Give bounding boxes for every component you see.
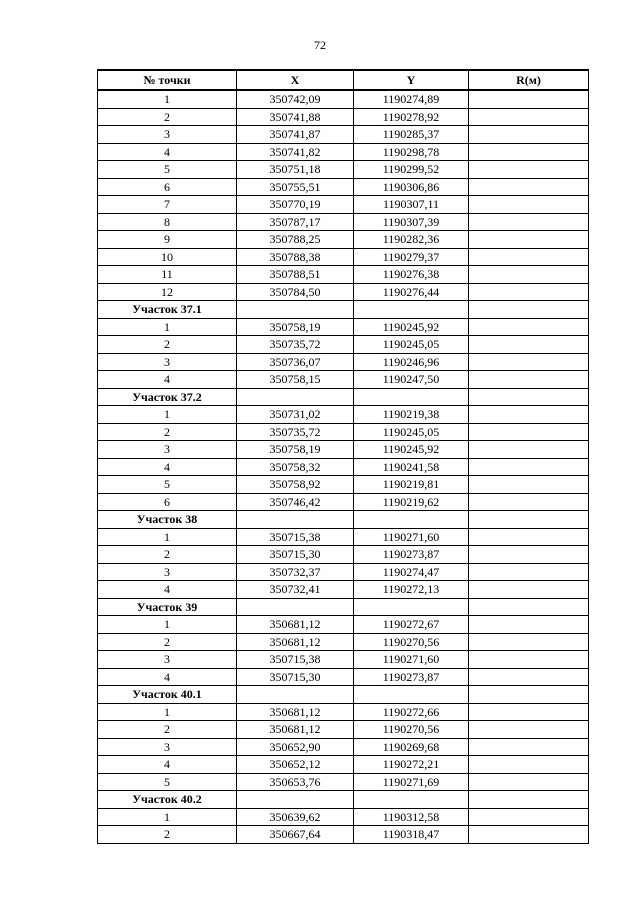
table-row (98, 213, 589, 231)
table-row (98, 108, 589, 126)
x-coordinate-cell: 350732,41 (237, 581, 354, 599)
x-coordinate-cell: 350681,12 (237, 721, 354, 739)
empty-cell (354, 791, 469, 809)
point-number-cell: 3 (98, 353, 237, 371)
radius-cell (469, 756, 589, 774)
section-row (98, 598, 589, 616)
table-row (98, 563, 589, 581)
point-number-cell: 9 (98, 231, 237, 249)
point-number-cell: 6 (98, 178, 237, 196)
x-coordinate-cell: 350715,38 (237, 651, 354, 669)
point-number-cell: 1 (98, 808, 237, 826)
table-row (98, 423, 589, 441)
radius-cell (469, 441, 589, 459)
x-coordinate-cell: 350758,32 (237, 458, 354, 476)
radius-cell (469, 546, 589, 564)
point-number-cell: 5 (98, 161, 237, 179)
point-number-cell: 4 (98, 371, 237, 389)
empty-cell (237, 791, 354, 809)
x-coordinate-cell: 350653,76 (237, 773, 354, 791)
x-coordinate-cell: 350758,92 (237, 476, 354, 494)
point-number-cell: 3 (98, 126, 237, 144)
y-coordinate-cell: 1190307,11 (354, 196, 469, 214)
x-coordinate-cell: 350758,15 (237, 371, 354, 389)
point-number-cell: 4 (98, 581, 237, 599)
radius-cell (469, 458, 589, 476)
table-row (98, 476, 589, 494)
radius-cell (469, 213, 589, 231)
table-row (98, 248, 589, 266)
y-coordinate-cell: 1190219,62 (354, 493, 469, 511)
radius-cell (469, 126, 589, 144)
table-row (98, 651, 589, 669)
table-row (98, 266, 589, 284)
x-coordinate-cell: 350715,30 (237, 668, 354, 686)
x-coordinate-cell: 350787,17 (237, 213, 354, 231)
y-coordinate-cell: 1190246,96 (354, 353, 469, 371)
radius-cell (469, 738, 589, 756)
radius-cell (469, 616, 589, 634)
table-row (98, 703, 589, 721)
point-number-cell: 2 (98, 546, 237, 564)
y-coordinate-cell: 1190273,87 (354, 668, 469, 686)
table-row (98, 318, 589, 336)
radius-cell (469, 476, 589, 494)
table-row (98, 196, 589, 214)
x-coordinate-cell: 350732,37 (237, 563, 354, 581)
y-coordinate-cell: 1190219,81 (354, 476, 469, 494)
empty-cell (237, 686, 354, 704)
y-coordinate-cell: 1190298,78 (354, 143, 469, 161)
y-coordinate-cell: 1190245,92 (354, 318, 469, 336)
radius-cell (469, 668, 589, 686)
table-row (98, 808, 589, 826)
empty-cell (237, 388, 354, 406)
x-coordinate-cell: 350758,19 (237, 318, 354, 336)
header-x: X (237, 70, 354, 90)
empty-cell (354, 301, 469, 319)
y-coordinate-cell: 1190318,47 (354, 826, 469, 844)
empty-cell (237, 598, 354, 616)
table-row (98, 178, 589, 196)
x-coordinate-cell: 350755,51 (237, 178, 354, 196)
radius-cell (469, 581, 589, 599)
section-title: Участок 40.2 (98, 791, 237, 809)
y-coordinate-cell: 1190241,58 (354, 458, 469, 476)
x-coordinate-cell: 350731,02 (237, 406, 354, 424)
section-row (98, 388, 589, 406)
header-point-number: № точки (98, 70, 237, 90)
point-number-cell: 4 (98, 143, 237, 161)
table-row (98, 721, 589, 739)
section-title: Участок 39 (98, 598, 237, 616)
x-coordinate-cell: 350652,12 (237, 756, 354, 774)
empty-cell (469, 511, 589, 529)
x-coordinate-cell: 350736,07 (237, 353, 354, 371)
point-number-cell: 4 (98, 458, 237, 476)
empty-cell (469, 686, 589, 704)
y-coordinate-cell: 1190312,58 (354, 808, 469, 826)
radius-cell (469, 406, 589, 424)
x-coordinate-cell: 350639,62 (237, 808, 354, 826)
x-coordinate-cell: 350735,72 (237, 423, 354, 441)
table-row (98, 90, 589, 108)
point-number-cell: 5 (98, 476, 237, 494)
x-coordinate-cell: 350735,72 (237, 336, 354, 354)
radius-cell (469, 371, 589, 389)
y-coordinate-cell: 1190272,13 (354, 581, 469, 599)
section-title: Участок 37.1 (98, 301, 237, 319)
section-title: Участок 37.2 (98, 388, 237, 406)
table-row (98, 231, 589, 249)
x-coordinate-cell: 350742,09 (237, 90, 354, 108)
point-number-cell: 11 (98, 266, 237, 284)
table-row (98, 826, 589, 844)
point-number-cell: 5 (98, 773, 237, 791)
table-row (98, 353, 589, 371)
x-coordinate-cell: 350746,42 (237, 493, 354, 511)
y-coordinate-cell: 1190274,47 (354, 563, 469, 581)
x-coordinate-cell: 350681,12 (237, 703, 354, 721)
y-coordinate-cell: 1190271,60 (354, 528, 469, 546)
point-number-cell: 1 (98, 406, 237, 424)
radius-cell (469, 423, 589, 441)
header-y: Y (354, 70, 469, 90)
table-row (98, 161, 589, 179)
x-coordinate-cell: 350770,19 (237, 196, 354, 214)
point-number-cell: 2 (98, 633, 237, 651)
radius-cell (469, 248, 589, 266)
x-coordinate-cell: 350788,25 (237, 231, 354, 249)
y-coordinate-cell: 1190245,92 (354, 441, 469, 459)
empty-cell (469, 791, 589, 809)
empty-cell (354, 598, 469, 616)
radius-cell (469, 773, 589, 791)
y-coordinate-cell: 1190279,37 (354, 248, 469, 266)
table-body (98, 90, 589, 843)
point-number-cell: 2 (98, 108, 237, 126)
table-row (98, 738, 589, 756)
y-coordinate-cell: 1190276,38 (354, 266, 469, 284)
table-header-row (98, 70, 589, 90)
radius-cell (469, 703, 589, 721)
point-number-cell: 3 (98, 651, 237, 669)
y-coordinate-cell: 1190270,56 (354, 633, 469, 651)
table-row (98, 336, 589, 354)
table-row (98, 616, 589, 634)
y-coordinate-cell: 1190247,50 (354, 371, 469, 389)
empty-cell (469, 598, 589, 616)
point-number-cell: 4 (98, 756, 237, 774)
y-coordinate-cell: 1190219,38 (354, 406, 469, 424)
empty-cell (354, 388, 469, 406)
table-row (98, 493, 589, 511)
header-radius: R(м) (469, 70, 589, 90)
y-coordinate-cell: 1190272,67 (354, 616, 469, 634)
point-number-cell: 2 (98, 826, 237, 844)
table-row (98, 441, 589, 459)
y-coordinate-cell: 1190273,87 (354, 546, 469, 564)
empty-cell (354, 511, 469, 529)
table-row (98, 773, 589, 791)
x-coordinate-cell: 350741,87 (237, 126, 354, 144)
x-coordinate-cell: 350681,12 (237, 616, 354, 634)
table-row (98, 143, 589, 161)
y-coordinate-cell: 1190282,36 (354, 231, 469, 249)
y-coordinate-cell: 1190278,92 (354, 108, 469, 126)
y-coordinate-cell: 1190272,66 (354, 703, 469, 721)
section-row (98, 511, 589, 529)
radius-cell (469, 826, 589, 844)
x-coordinate-cell: 350715,38 (237, 528, 354, 546)
point-number-cell: 3 (98, 563, 237, 581)
point-number-cell: 2 (98, 423, 237, 441)
radius-cell (469, 283, 589, 301)
table-row (98, 458, 589, 476)
point-number-cell: 1 (98, 318, 237, 336)
radius-cell (469, 161, 589, 179)
y-coordinate-cell: 1190285,37 (354, 126, 469, 144)
table-row (98, 756, 589, 774)
y-coordinate-cell: 1190272,21 (354, 756, 469, 774)
point-number-cell: 2 (98, 721, 237, 739)
table-row (98, 283, 589, 301)
y-coordinate-cell: 1190271,69 (354, 773, 469, 791)
radius-cell (469, 318, 589, 336)
point-number-cell: 3 (98, 441, 237, 459)
y-coordinate-cell: 1190269,68 (354, 738, 469, 756)
point-number-cell: 10 (98, 248, 237, 266)
x-coordinate-cell: 350667,64 (237, 826, 354, 844)
y-coordinate-cell: 1190245,05 (354, 423, 469, 441)
table-row (98, 406, 589, 424)
point-number-cell: 1 (98, 703, 237, 721)
radius-cell (469, 143, 589, 161)
section-title: Участок 38 (98, 511, 237, 529)
section-row (98, 791, 589, 809)
point-number-cell: 12 (98, 283, 237, 301)
table-row (98, 633, 589, 651)
radius-cell (469, 528, 589, 546)
x-coordinate-cell: 350758,19 (237, 441, 354, 459)
radius-cell (469, 633, 589, 651)
section-title: Участок 40.1 (98, 686, 237, 704)
section-row (98, 686, 589, 704)
x-coordinate-cell: 350652,90 (237, 738, 354, 756)
point-number-cell: 2 (98, 336, 237, 354)
y-coordinate-cell: 1190245,05 (354, 336, 469, 354)
coordinates-table (97, 69, 589, 844)
empty-cell (237, 511, 354, 529)
y-coordinate-cell: 1190307,39 (354, 213, 469, 231)
table-row (98, 546, 589, 564)
radius-cell (469, 493, 589, 511)
point-number-cell: 8 (98, 213, 237, 231)
point-number-cell: 4 (98, 668, 237, 686)
y-coordinate-cell: 1190299,52 (354, 161, 469, 179)
point-number-cell: 3 (98, 738, 237, 756)
radius-cell (469, 336, 589, 354)
table-row (98, 126, 589, 144)
radius-cell (469, 178, 589, 196)
x-coordinate-cell: 350751,18 (237, 161, 354, 179)
radius-cell (469, 108, 589, 126)
table-row (98, 371, 589, 389)
empty-cell (237, 301, 354, 319)
point-number-cell: 1 (98, 528, 237, 546)
radius-cell (469, 90, 589, 108)
x-coordinate-cell: 350741,82 (237, 143, 354, 161)
y-coordinate-cell: 1190274,89 (354, 90, 469, 108)
radius-cell (469, 651, 589, 669)
radius-cell (469, 196, 589, 214)
radius-cell (469, 808, 589, 826)
radius-cell (469, 353, 589, 371)
radius-cell (469, 721, 589, 739)
y-coordinate-cell: 1190271,60 (354, 651, 469, 669)
x-coordinate-cell: 350784,50 (237, 283, 354, 301)
x-coordinate-cell: 350681,12 (237, 633, 354, 651)
empty-cell (354, 686, 469, 704)
radius-cell (469, 563, 589, 581)
table-row (98, 581, 589, 599)
x-coordinate-cell: 350715,30 (237, 546, 354, 564)
x-coordinate-cell: 350741,88 (237, 108, 354, 126)
x-coordinate-cell: 350788,51 (237, 266, 354, 284)
x-coordinate-cell: 350788,38 (237, 248, 354, 266)
section-row (98, 301, 589, 319)
y-coordinate-cell: 1190276,44 (354, 283, 469, 301)
page-number: 72 (314, 38, 326, 52)
point-number-cell: 7 (98, 196, 237, 214)
empty-cell (469, 301, 589, 319)
empty-cell (469, 388, 589, 406)
table-row (98, 528, 589, 546)
point-number-cell: 6 (98, 493, 237, 511)
radius-cell (469, 266, 589, 284)
radius-cell (469, 231, 589, 249)
table-row (98, 668, 589, 686)
y-coordinate-cell: 1190306,86 (354, 178, 469, 196)
point-number-cell: 1 (98, 616, 237, 634)
y-coordinate-cell: 1190270,56 (354, 721, 469, 739)
point-number-cell: 1 (98, 90, 237, 108)
